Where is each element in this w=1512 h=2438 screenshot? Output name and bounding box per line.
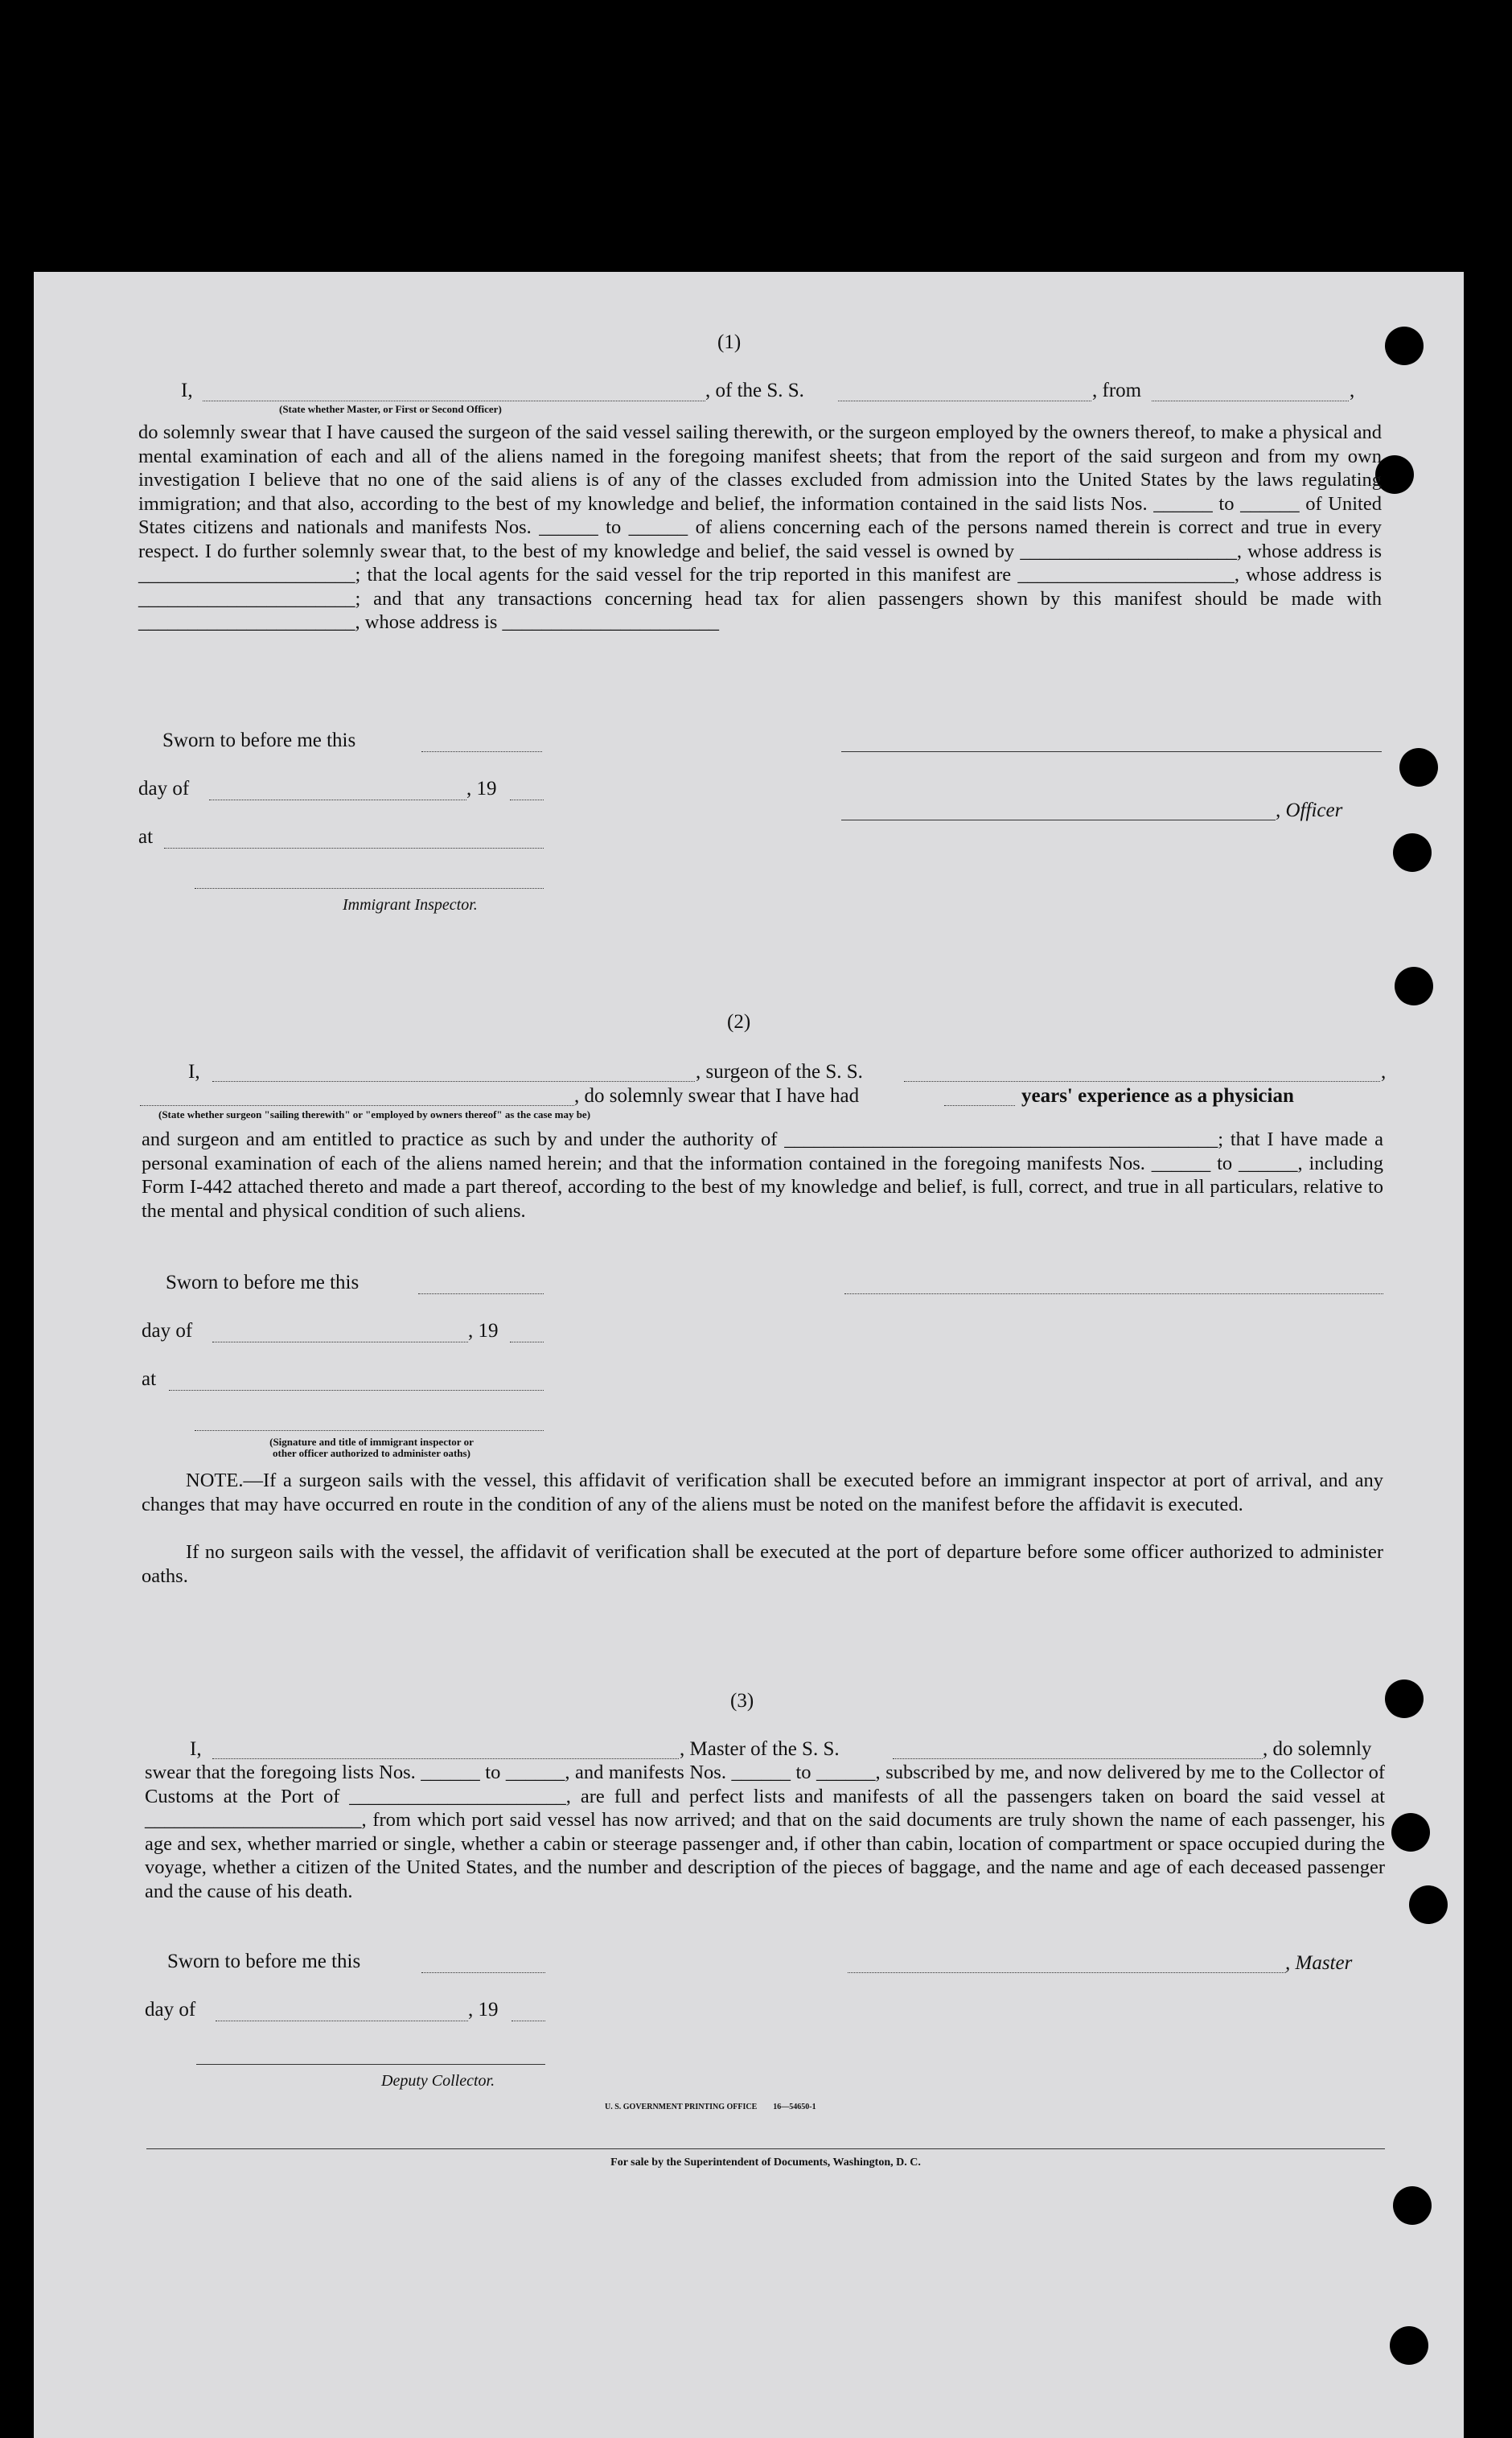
inspector-signature-line [195,888,544,889]
section-1-intro: I, [181,380,193,401]
blank-line [904,1081,1380,1082]
binder-hole [1409,1885,1448,1924]
inspector-signature-line [195,1430,544,1431]
section-3-number: (3) [730,1690,754,1712]
footer-rule [146,2148,1385,2149]
section-2-body: and surgeon and am entitled to practice as such by and under the authority of ____________________________________________; that I have made a personal examination of each of the aliens named herein; and that the information contained in the foregoing manifests Nos. ______ to ______, including Form I-442 attached thereto and made a part thereof, according to the best of my knowledge and belief, is full, correct, and true in all particulars, relative to the mental and physical condition of such aliens. [142,1129,1383,1222]
note-paragraph: NOTE.—If a surgeon sails with the vessel, this affidavit of verification shall be executed before an immigrant inspector at port of arrival, and any changes that may have occurred en route in the condition of any of the aliens must be noted on the manifest before the affidavit is executed. [142,1470,1383,1515]
binder-hole [1393,2186,1432,2225]
blank-line [169,1390,544,1391]
collector-signature-line [196,2064,545,2065]
blank-line [893,1758,1263,1759]
at-label: at [138,826,154,848]
blank-line [421,1972,545,1973]
of-ss-label: , of the S. S. [705,380,804,401]
collector-label: Deputy Collector. [381,2072,495,2090]
master-of-label: , Master of the S. S. [680,1738,840,1760]
blank-line [212,1081,695,1082]
signature-note [203,1437,540,1459]
swear-label: , do solemnly swear that I have had [574,1085,860,1107]
comma: , [1350,380,1355,401]
binder-hole [1399,748,1438,787]
master-signature-line [848,1972,1286,1973]
sworn-label: Sworn to before me this [167,1951,361,1972]
signature-line [844,1293,1383,1294]
sworn-label: Sworn to before me this [166,1272,360,1293]
for-sale-line: For sale by the Superintendent of Documents, Washington, D. C. [610,2156,921,2169]
section-1-body: do solemnly swear that I have caused the surgeon of the said vessel sailing therewith, or the surgeon employed by the owners thereof, to make a physical and mental examination of each and all of the aliens named in the foregoing manifest sheets; that from the report of the said surgeon and from my own investigation I believe that no one of the said aliens is of any of the classes excluded from admission into the United States by the laws regulating immigration; and that also, according to the best of my knowledge and belief, the information contained in the said lists Nos. ______ to ______ of United States citizens and nationals and manifests Nos. ______ to ______ of aliens concerning each of the persons named therein is correct and true in every respect. I do further solemnly swear that, to the best of my knowledge and belief, the said vessel is owned by ______________________, whose address is ______________________; that the local agents for the said vessel for the trip reported in this manifest are ______________________, whose address is ______________________; and that any transactions concerning head tax for alien passengers shown by this manifest should be made with ______________________, whose address is ______________________ [138,421,1382,633]
day-of-label: day of [138,778,190,800]
binder-hole [1390,2326,1428,2365]
blank-line [212,1758,679,1759]
manifest-page [34,272,1464,2438]
binder-hole [1395,967,1433,1005]
section-2-number: (2) [727,1011,751,1033]
year-label: , 19 [466,778,497,800]
state-note: (State whether surgeon "sailing therewith" or "employed by owners thereof" as the case may be) [158,1108,591,1120]
signature-line [841,751,1382,752]
sig-note-line: (Signature and title of immigrant inspector or [269,1436,474,1448]
blank-line [418,1293,544,1294]
section-3-intro: I, [190,1738,202,1760]
section-1-number: (1) [717,331,742,353]
at-label: at [142,1368,157,1390]
officer-label: , Officer [1276,800,1343,821]
printing-office-line: U. S. GOVERNMENT PRINTING OFFICE 16—54650-1 [605,2103,816,2111]
inspector-label: Immigrant Inspector. [343,896,478,914]
binder-hole [1385,327,1424,365]
sig-note-line: other officer authorized to administer oaths) [273,1447,470,1459]
binder-hole [1385,1679,1424,1718]
comma: , [1381,1061,1387,1083]
master-label: , Master [1285,1952,1353,1974]
from-label: , from [1092,380,1142,401]
binder-hole [1391,1813,1430,1852]
day-of-label: day of [145,1999,196,2021]
blank-line [140,1105,574,1106]
binder-hole [1393,833,1432,872]
surgeon-of-label: , surgeon of the S. S. [696,1061,863,1083]
section-3-body: swear that the foregoing lists Nos. ______ to ______, and manifests Nos. ______ to ______, subscribed by me, and now delivered by me to the Collector of Customs at the Port of ______________________, are full and perfect lists and manifests of all the passengers taken on board the said vessel at ______________________, from which port said vessel has now arrived; and that on the said documents are truly shown the name of each passenger, his age and sex, whether married or single, whether a cabin or steerage passenger and, if other than cabin, location of compartment or space occupied during the voyage, whether a citizen of the United States, and the number and description of the pieces of baggage, and the name and age of each deceased passenger and the cause of his death. [145,1762,1385,1902]
year-label: , 19 [468,1320,499,1342]
note-paragraph: If no surgeon sails with the vessel, the affidavit of verification shall be executed at the port of departure before some officer authorized to administer oaths. [142,1541,1383,1587]
sworn-label: Sworn to before me this [162,730,356,751]
do-solemnly-label: , do solemnly [1263,1738,1372,1760]
blank-line [421,751,542,752]
years-label: years' experience as a physician [1021,1085,1294,1107]
blank-line [944,1105,1015,1106]
year-label: , 19 [468,1999,499,2021]
blank-line [164,848,544,849]
section-2-intro: I, [188,1061,200,1083]
day-of-label: day of [142,1320,193,1342]
state-note: (State whether Master, or First or Second Officer) [279,403,502,415]
